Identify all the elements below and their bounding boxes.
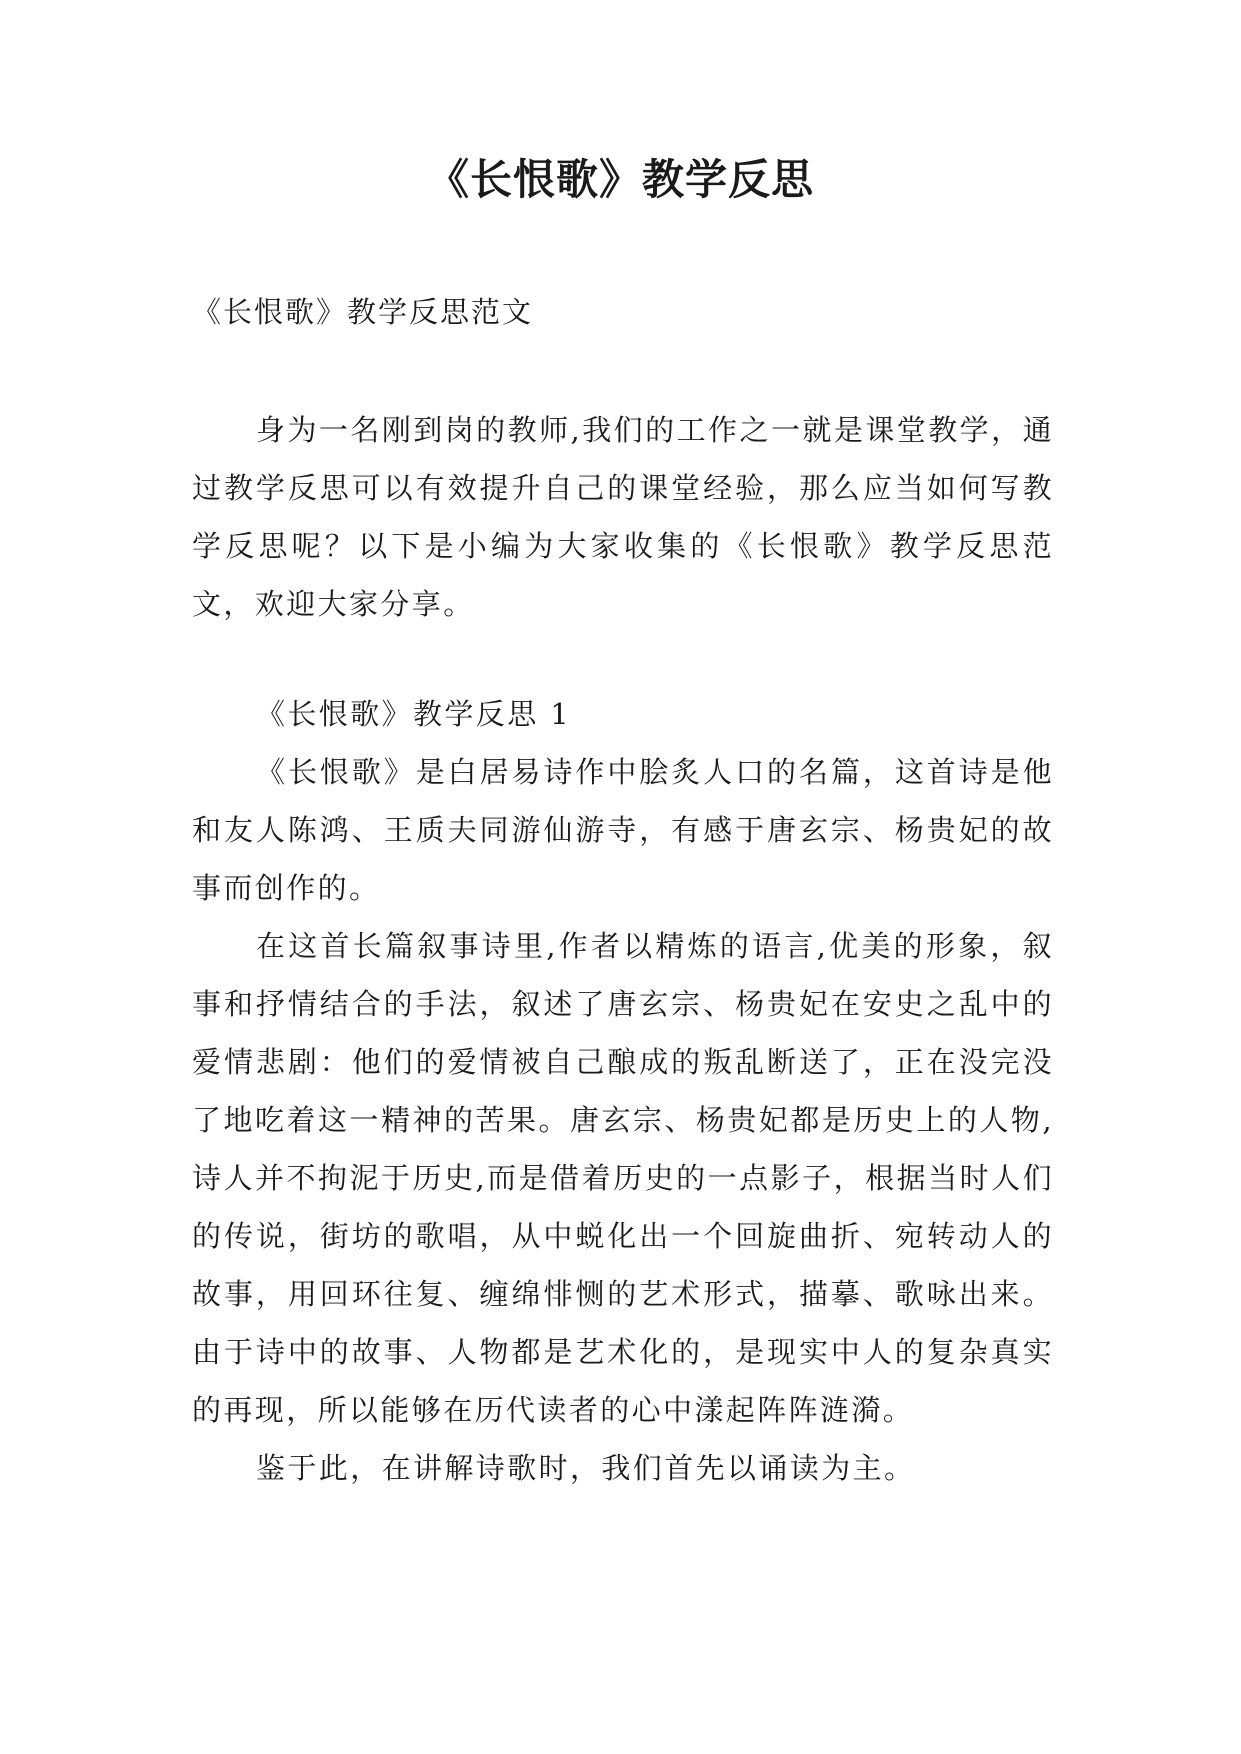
section-1-paragraph: 在这首长篇叙事诗里,作者以精炼的语言,优美的形象，叙事和抒情结合的手法，叙述了唐玄宗、杨贵妃在安史之乱中的爱情悲剧：他们的爱情被自己酿成的叛乱断送了，正在没完没了地吃着这一精神的苦果。唐玄宗、杨贵妃都是历史上的人物,诗人并不拘泥于历史,而是借着历史的一点影子，根据当时人们的传说，街坊的歌唱，从中蜕化出一个回旋曲折、宛转动人的故事，用回环往复、缠绵悱恻的艺术形式，描摹、歌咏出来。由于诗中的故事、人物都是艺术化的，是现实中人的复杂真实的再现，所以能够在历代读者的心中漾起阵阵涟漪。 [192,929,1054,1427]
document-subtitle: 《长恨歌》教学反思范文 [192,295,534,329]
intro-paragraph: 身为一名刚到岗的教师,我们的工作之一就是课堂教学，通过教学反思可以有效提升自己的课堂经验，那么应当如何写教学反思呢？以下是小编为大家收集的《长恨歌》教学反思范文，欢迎大家分享。 [192,413,1054,621]
intro-section [192,401,1054,633]
section-1 [192,685,1054,1497]
document-title: 《长恨歌》教学反思 [426,155,814,204]
section-1-paragraph: 《长恨歌》是白居易诗作中脍炙人口的名篇，这首诗是他和友人陈鸿、王质夫同游仙游寺，有感于唐玄宗、杨贵妃的故事而创作的。 [192,755,1054,905]
section-1-heading: 《长恨歌》教学反思 1 [256,697,572,731]
section-1-paragraph: 鉴于此，在讲解诗歌时，我们首先以诵读为主。 [256,1451,916,1485]
